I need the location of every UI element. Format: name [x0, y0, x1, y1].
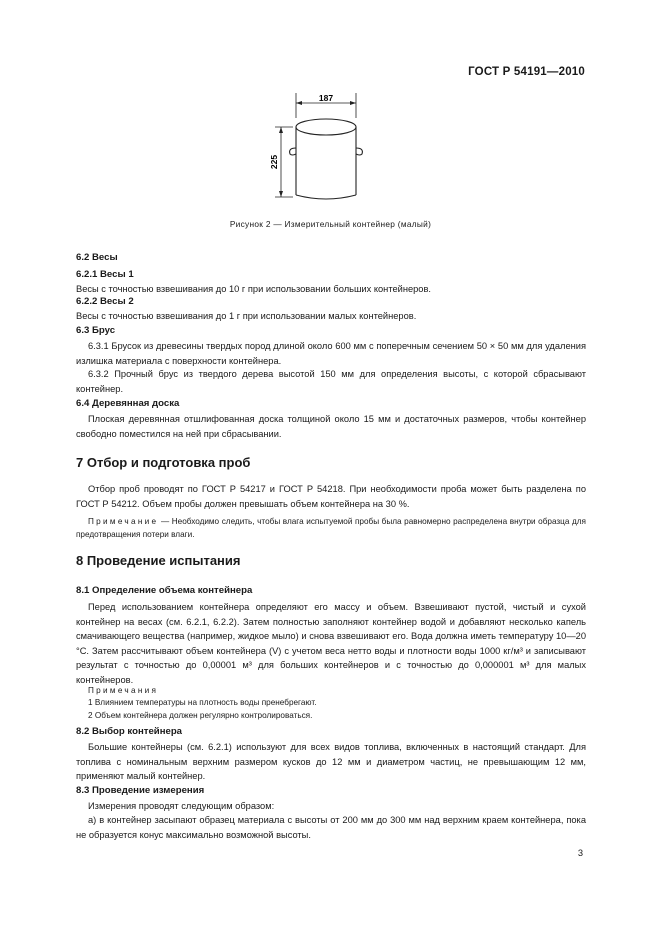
section-8-3-title: 8.3 Проведение измерения: [76, 785, 205, 796]
section-6-2-title: 6.2 Весы: [76, 252, 118, 263]
section-6-3-1-text: 6.3.1 Брусок из древесины твердых пород длиной около 600 мм с поперечным сечением 50 × 50 мм для удаления излишка материала с поверхности контейнера.: [76, 341, 586, 366]
section-7-text: Отбор проб проводят по ГОСТ Р 54217 и ГОСТ Р 54218. При необходимости проба может быть разделена по ГОСТ Р 54212. Объем пробы должен превышать объем контейнера на 30 %.: [76, 484, 586, 509]
section-8-2-title: 8.2 Выбор контейнера: [76, 726, 183, 737]
section-8-3-text-2: а) в контейнер засыпают образец материала с высоты от 200 мм до 300 мм над верхним краем контейнера, пока не образуется конус максимально возможной высоты.: [76, 815, 586, 840]
section-8-1-text: Перед использованием контейнера определяют его массу и объем. Взвешивают пустой, чистый и сухой контейнер на весах (см. 6.2.1, 6.2.2). Затем полностью заполняют контейнер водой и добавляют несколько капель смачивающего вещества (например, жидкое мыло) и снова взвешивают его. Вода должна иметь температуру 10—20 °С. Затем рассчитывают объем контейнера (V) с учетом веса нетто воды и плотности воды 1000 кг/м³ и записывают результат с точностью до 0,00001 м³ для больших контейнеров и с точностью до 0,000001 м³ для малых контейнеров.: [76, 602, 586, 685]
section-8-1-notes-label: Примечания: [88, 686, 159, 695]
section-7-note: [76, 516, 586, 541]
dim-height-label: 225: [269, 154, 279, 170]
section-8-1-title: 8.1 Определение объема контейнера: [76, 585, 253, 596]
section-8-1-note-1: 1 Влиянием температуры на плотность воды пренебрегают.: [88, 698, 317, 707]
section-6-4-title: 6.4 Деревянная доска: [76, 398, 180, 409]
section-6-4-text: Плоская деревянная отшлифованная доска толщиной около 15 мм и достаточных размеров, чтобы контейнер свободно поместился на ней при сбрасывании.: [76, 414, 586, 439]
section-8-title: 8 Проведение испытания: [76, 553, 241, 568]
document-header: ГОСТ Р 54191—2010: [468, 66, 585, 78]
section-6-2-1-text: Весы с точностью взвешивания до 10 г при использовании больших контейнеров.: [76, 284, 432, 294]
section-6-2-2-text: Весы с точностью взвешивания до 1 г при использовании малых контейнеров.: [76, 311, 417, 321]
section-8-2-text: Большие контейнеры (см. 6.2.1) используют для всех видов топлива, включенных в настоящий стандарт. Для топлива с номинальным верхним размером кусков до 12 мм и диаметром частиц, не превышающим 12 мм, применяют малый контейнер.: [76, 742, 586, 781]
section-8-3-text-1: Измерения проводят следующим образом:: [88, 801, 275, 811]
figure-caption: Рисунок 2 — Измерительный контейнер (малый): [229, 219, 432, 229]
section-6-3-title: 6.3 Брус: [76, 325, 116, 336]
section-8-1-note-2: 2 Объем контейнера должен регулярно контролироваться.: [88, 711, 313, 720]
section-6-3-2-text: 6.3.2 Прочный брус из твердого дерева высотой 150 мм для определения высоты, с которой сбрасывают контейнер.: [76, 369, 586, 394]
dim-width-label: 187: [318, 93, 334, 103]
section-6-2-1-title: 6.2.1 Весы 1: [76, 269, 134, 280]
container-figure: [255, 90, 385, 205]
section-6-2-2-title: 6.2.2 Весы 2: [76, 296, 134, 307]
note-label: Примечание: [88, 517, 159, 526]
note-text: — Необходимо следить, чтобы влага испытуемой пробы была равномерно распределена внутри образца для предотвращения потери влаги.: [76, 517, 586, 539]
page-number: 3: [577, 848, 583, 858]
section-7-title: 7 Отбор и подготовка проб: [76, 455, 251, 470]
